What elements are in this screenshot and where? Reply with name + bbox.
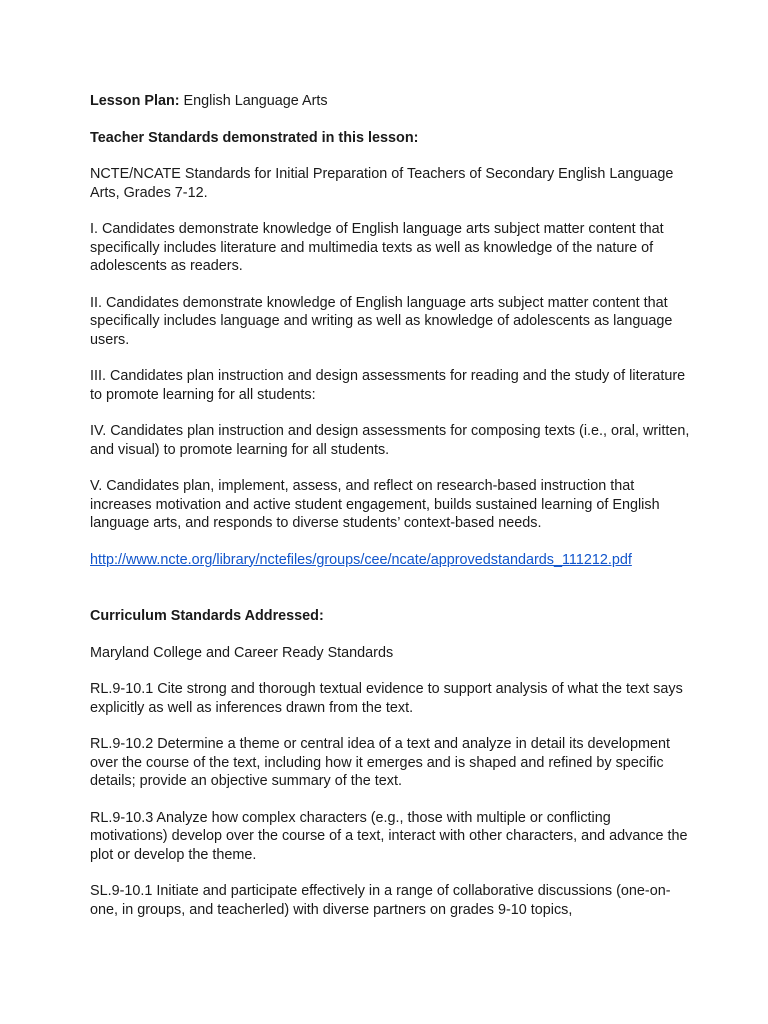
curriculum-standard-rl-9-10-3: RL.9-10.3 Analyze how complex characters (e.g., those with multiple or conflicting motivations) develop over the course of a text, interact with other characters, and advance the plot or develop the theme. xyxy=(90,809,688,863)
curriculum-standards-intro: Maryland College and Career Ready Standards xyxy=(90,644,394,661)
lesson-plan-line xyxy=(90,92,690,111)
teacher-standard-2: II. Candidates demonstrate knowledge of English language arts subject matter content that specifically includes language and writing as well as knowledge of adolescents as language users. xyxy=(90,294,673,348)
teacher-standards-intro: NCTE/NCATE Standards for Initial Preparation of Teachers of Secondary English Language Arts, Grades 7-12. xyxy=(90,166,674,201)
curriculum-standard-rl-9-10-1: RL.9-10.1 Cite strong and thorough textual evidence to support analysis of what the text says explicitly as well as inferences drawn from the text. xyxy=(90,681,683,716)
document-body xyxy=(90,92,690,919)
teacher-standard-5: V. Candidates plan, implement, assess, and reflect on research-based instruction that increases motivation and active student engagement, builds sustained learning of English language arts, and responds to diverse students’ context-based needs. xyxy=(90,478,660,531)
teacher-standard-1: I. Candidates demonstrate knowledge of English language arts subject matter content that specifically includes literature and multimedia texts as well as knowledge of the nature of adolescents as readers. xyxy=(90,221,664,274)
teacher-standards-heading: Teacher Standards demonstrated in this lesson: xyxy=(90,129,419,146)
curriculum-standard-rl-9-10-2: RL.9-10.2 Determine a theme or central idea of a text and analyze in detail its development over the course of the text, including how it emerges and is shaped and refined by specific details; provide an objective summary of the text. xyxy=(90,736,670,789)
teacher-standard-4: IV. Candidates plan instruction and design assessments for composing texts (i.e., oral, written, and visual) to promote learning for all students. xyxy=(90,423,690,458)
teacher-standard-3: III. Candidates plan instruction and design assessments for reading and the study of literature to promote learning for all students: xyxy=(90,368,686,403)
standards-link-line xyxy=(90,551,690,570)
lesson-plan-label: Lesson Plan: xyxy=(90,93,180,109)
lesson-plan-value: English Language Arts xyxy=(179,93,328,109)
standards-pdf-link[interactable]: http://www.ncte.org/library/nctefiles/groups/cee/ncate/approvedstandards_111212.pdf xyxy=(90,551,632,568)
curriculum-standard-sl-9-10-1: SL.9-10.1 Initiate and participate effectively in a range of collaborative discussions (one-on-one, in groups, and teacherled) with diverse partners on grades 9-10 topics, xyxy=(90,883,671,918)
curriculum-standards-heading: Curriculum Standards Addressed: xyxy=(90,608,324,624)
